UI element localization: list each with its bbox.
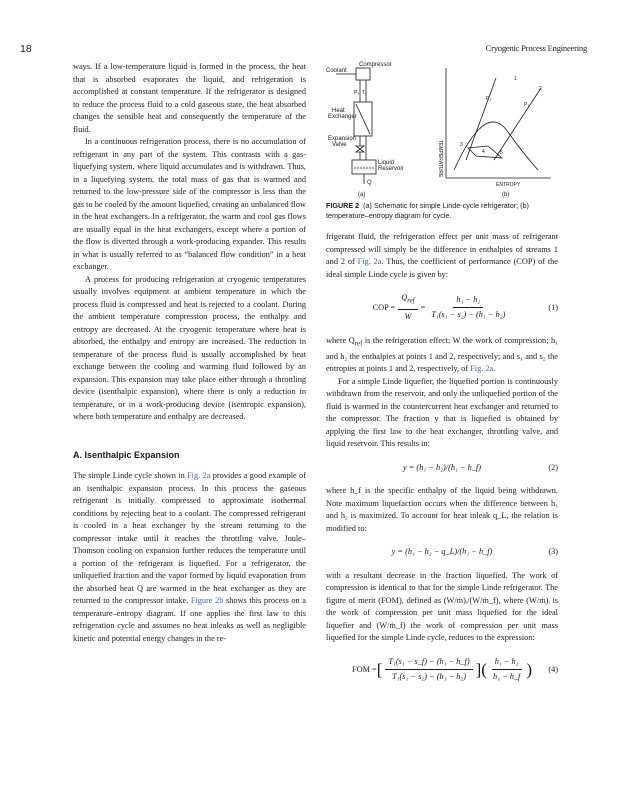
compressor-symbol — [356, 68, 370, 80]
text-sub: ref — [354, 340, 363, 348]
paragraph — [326, 231, 558, 281]
text-span: provides a good example of an isenthalpic expansion process. In this process the gaseous refrigerant is initially compressed to approximate isothermal conditions by rejecting heat to a coolant. The compressed refrigerant is cooled in a heat exchanger by the stream returning to the compressor intake until it reaches the throttling valve. Joule–Thomson cooling on expansion further reduces the temperature until a portion of the refrigerant is liquefied. For a refrigerator, the unliquefied fraction and the vapor formed by liquid evaporation from the absorbed heat Q are warmed in the heat exchanger as they are returned to the compressor intake. — [73, 471, 306, 605]
eq3-text: y = (h₁ − h₂ − q_L)/(h₁ − h_f) — [391, 547, 493, 557]
right-paren: ) — [526, 660, 533, 680]
paragraph: In a continuous refrigeration process, there is no accumulation of refrigerant in any part of the system. This contrasts with a gas-liquefying system, where liquid accumulates and is withdrawn. Thus, in a liquefying system, the total mass of gas that is warmed and returned to the low-pressure side of the compressor is less than the gas to be cooled by the amount liquefied, creating an unbalanced flow in the heat exchangers. In a refrigerator, the warm and cool gas flows are usually equal in the heat exchangers, except where a portion of the flow is diverted through a work-producing expander. This results in what is usually referred to as “balanced flow condition” in a heat exchanger. — [73, 137, 306, 271]
caption-label: FIGURE 2 — [326, 201, 360, 210]
label-compressor: Compressor — [359, 62, 392, 68]
label-a: (a) — [358, 192, 366, 198]
text-span: . — [493, 364, 496, 374]
text-span: The simple Linde cycle shown in — [73, 471, 188, 480]
figure-link[interactable]: Fig. 2a — [357, 257, 382, 266]
paragraph: where h_f is the specific enthalpy of the liquid being withdrawn. Note maximum liquefaction occurs when the difference between h₁ and h₂ is maximized. To account for heat inleak q_L, the relation is modified to: — [326, 486, 558, 533]
paragraph: A process for producing refrigeration at cryogenic temperatures usually involves equipment at ambient temperature in which the process fluid is compressed and heat is rejected to a coolant. During the ambient temperature compression process, the enthalpy and entropy are decreased. At the cryogenic temperature where heat is absorbed, the enthalpy and entropy are increased. The reduction in temperature of the process fluid is usually accomplished by heat exchange between the cooling and warming fluid followed by an expansion. This expansion may take place either through a throttling device (isenthalpic expansion), where there is only a reduction in temperature, or in a work-producing device (isentropic expansion), where both temperature and enthalpy are decreased. — [73, 274, 306, 421]
label-heat: Heat — [332, 108, 345, 114]
eq4-frac1 — [385, 656, 472, 684]
left-paren: ( — [481, 660, 487, 680]
left-bracket: [ — [376, 660, 383, 680]
paragraph: For a simple Linde liquefier, the liquefied portion is continuously withdrawn from the reservoir, and only the unliquefied portion of the fluid is warmed in the countercurrent heat exchanger and returned to the compressor. The fraction y that is liquefied is obtained by applying the first law to the heat exchanger, throttling valve, and liquid reservoir. This results in: — [326, 376, 558, 449]
label-point-4: 4 — [482, 149, 485, 155]
label-expansion: Expansion — [328, 136, 357, 142]
eq4-num2: h₁ − h₂ — [492, 656, 522, 671]
eq4-num1: T₁(s₁ − s_f) − (h₁ − h_f) — [385, 656, 472, 671]
eq1-num2: h₁ − h₂ — [453, 294, 483, 309]
eq1-num1: Q — [401, 293, 408, 302]
eq4-number: (4) — [548, 664, 558, 674]
eq4-den1: T₁(s₁ − s₂) − (h₁ − h₂) — [391, 672, 467, 682]
schematic-labels — [326, 62, 404, 198]
linde-schematic — [336, 68, 376, 184]
eq1-num1-sub: ref — [407, 297, 415, 305]
ts-diagram — [446, 68, 551, 178]
label-ts-p2: P₂ — [524, 102, 530, 108]
eq1-lhs: COP = — [372, 302, 396, 312]
right-column — [326, 231, 558, 695]
label-point-2: 2 — [539, 86, 542, 92]
figure-link[interactable]: Figure 2b — [190, 596, 224, 605]
eq1-den2: T₁(s₁ − s₂) − (h₁ − h₂) — [431, 310, 506, 320]
figure-2 — [326, 60, 558, 200]
eq4-frac2 — [490, 656, 523, 684]
equals-sign: = — [420, 302, 426, 312]
right-bracket: ] — [475, 660, 482, 680]
figure-link[interactable]: Fig. 2a — [470, 364, 494, 374]
ts-labels — [437, 76, 542, 198]
expansion-valve-symbol — [356, 146, 364, 152]
running-title: Cryogenic Process Engineering — [485, 43, 587, 53]
label-q: Q — [367, 180, 372, 186]
eq2-text: y = (h₁ − h₂)/(h₁ − h_f) — [403, 462, 481, 472]
reservoir-symbol — [352, 160, 376, 174]
paragraph: with a resultant decrease in the fraction liquefied. The work of compression is identical to that for the simple Linde refrigerator. The figure of merit (FOM), defined as (W/ṁ)ᵢ/(W/ṁ_f), where (W/ṁ)ᵢ is the work of compression per unit mass liquefied for the ideal liquefier and (W/ṁ_f) the work of compression per unit mass liquefied for the simple Linde cycle, reduces to the expression: — [326, 570, 558, 643]
caption-text: (a) Schematic for simple Linde-cycle refrigerator; (b) temperature–entropy diagram for cycle. — [326, 201, 529, 220]
label-exchanger: Exchanger — [328, 114, 357, 120]
label-liquid: Liquid — [378, 160, 395, 166]
label-coolant: Coolant — [326, 68, 347, 74]
label-entropy: ENTROPY — [496, 182, 521, 188]
equation-2 — [326, 462, 558, 475]
label-point-5: 5 — [500, 150, 503, 156]
label-t1: T₁ — [362, 90, 367, 96]
label-reservoir: Reservoir — [378, 166, 404, 172]
label-point-3: 3 — [460, 142, 463, 148]
text-span: is the refrigeration effect; W the work of compression; h₁ and h₂ the enthalpies at points 1 and 2, respectively; and s₁ and s₂ the entropies at points 1 and 2, respectively, of — [326, 335, 558, 374]
label-temperature: TEMPERATURE — [437, 140, 443, 178]
eq4-den2: h₁ − h_f — [492, 672, 521, 682]
label-ts-p1: P₁ — [486, 96, 492, 102]
eq3-number: (3) — [548, 547, 558, 557]
label-b: (b) — [502, 192, 510, 198]
text-span: frigerant fluid, the refrigeration effect per unit mass of refrigerant compressed will simply be the difference in enthalpies of streams 1 and 2 of — [326, 232, 558, 266]
text-span: . Thus, the coefficient of performance (COP) of the ideal simple Linde cycle is given by: — [326, 257, 558, 279]
eq1-frac2 — [428, 294, 508, 322]
text-span: shows this process on a temperature–entropy diagram. If one applies the first law to this refrigeration cycle and assumes no heat inleaks as well as negligible kinetic and potential energy changes in the re- — [73, 596, 306, 643]
eq1-den1: W — [404, 312, 412, 322]
label-valve: Valve — [332, 142, 347, 148]
paragraph — [326, 335, 558, 376]
equation-1 — [326, 292, 558, 324]
eq1-number: (1) — [548, 302, 558, 312]
figure-caption — [326, 201, 558, 221]
figure-link[interactable]: Fig. 2a — [187, 471, 211, 480]
label-point-1: 1 — [514, 76, 517, 82]
equation-4 — [326, 656, 558, 684]
eq2-number: (2) — [548, 462, 558, 472]
page-number: 18 — [20, 43, 32, 55]
left-column — [73, 61, 306, 645]
text-span: where Q — [326, 335, 355, 345]
eq1-frac1 — [398, 292, 417, 324]
section-heading: A. Isenthalpic Expansion — [73, 449, 180, 460]
eq4-lhs: FOM = — [351, 664, 377, 674]
label-p1: P₁ — [354, 90, 360, 96]
paragraph — [73, 470, 306, 645]
equation-3 — [326, 546, 558, 559]
saturation-dome — [454, 122, 538, 170]
paragraph: ways. If a low-temperature liquid is formed in the process, the heat that is absorbed evaporates the liquid, and refrigeration is accomplished at constant temperature. If the refrigerator is designed to reduce the process fluid to a cold gaseous state, the heat absorbed changes the sensible heat and consequently the temperature of the fluid. — [73, 62, 306, 134]
